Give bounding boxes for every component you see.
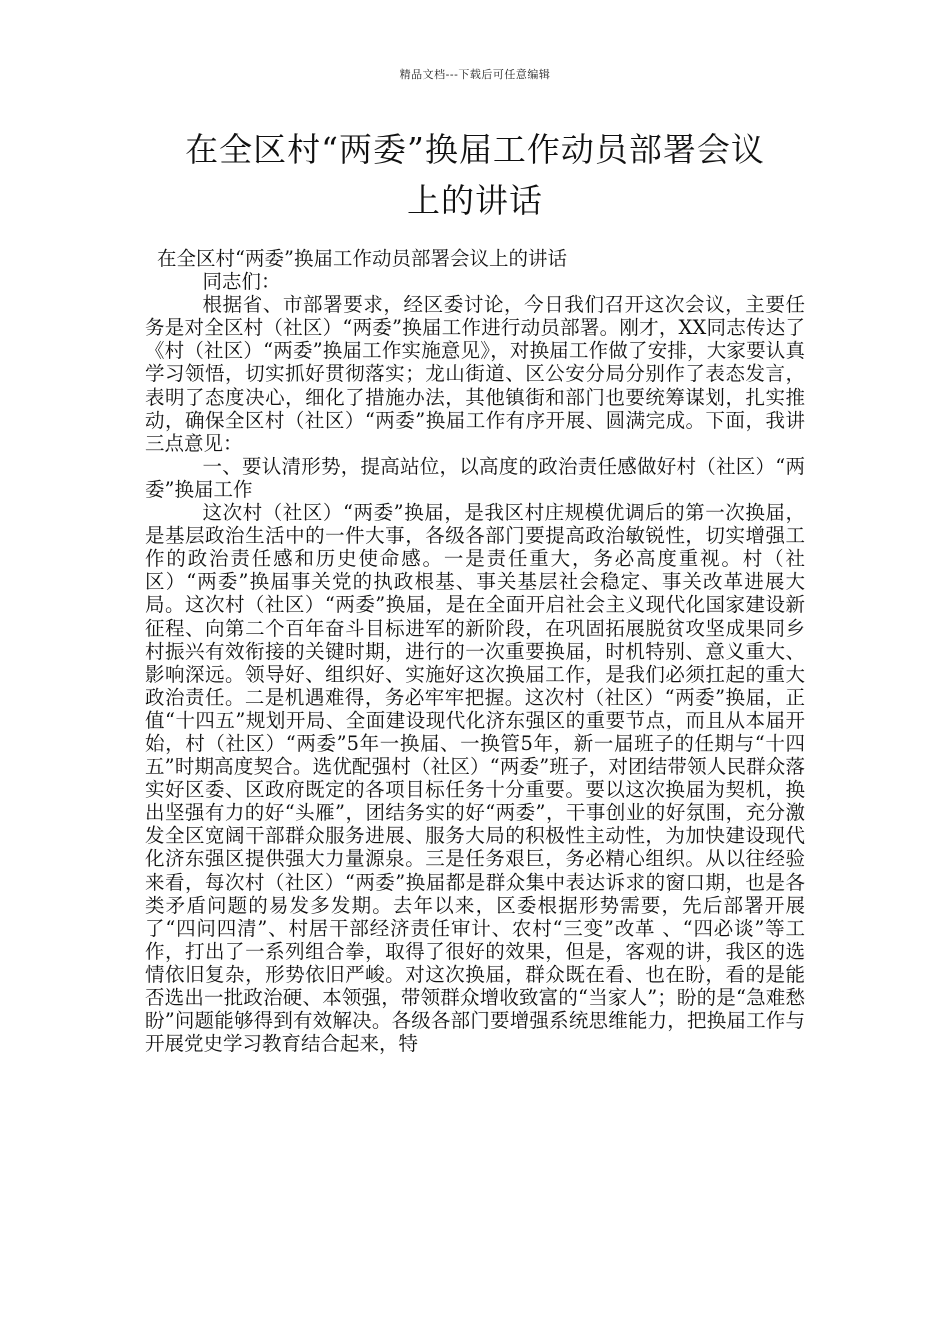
document-subtitle: 在全区村“两委”换届工作动员部署会议上的讲话 <box>157 247 567 270</box>
page-header-note: 精品文档---下载后可任意编辑 <box>399 68 551 81</box>
title-line-1: 在全区村“两委”换届工作动员部署会议 <box>185 130 765 169</box>
document-body <box>145 247 805 1055</box>
paragraph-section-1: 这次村（社区）“两委”换届，是我区村庄规模优调后的第一次换届，是基层政治生活中的一件大事，各级各部门要提高政治敏锐性，切实增强工作的政治责任感和历史使命感。一是责任重大，务必高度重视。村（社区）“两委”换届事关党的执政根基、事关基层社会稳定、事关改革进展大局。这次村（社区）“两委”换届，是在全面开启社会主义现代化国家建设新征程、向第二个百年奋斗目标进军的新阶段，在巩固拓展脱贫攻坚成果同乡村振兴有效衔接的关键时期，进行的一次重要换届，时机特别、意义重大、影响深远。领导好、组织好、实施好这次换届工作，是我们必须扛起的重大政治责任。二是机遇难得，务必牢牢把握。这次村（社区）“两委”换届，正值“十四五”规划开局、全面建设现代化济东强区的重要节点，而且从本届开始，村（社区）“两委”5年一换届、一换管5年，新一届班子的任期与“十四五”时期高度契合。选优配强村（社区）“两委”班子，对团结带领人民群众落实好区委、区政府既定的各项目标任务十分重要。要以这次换届为契机，换出坚强有力的好“头雁”，团结务实的好“两委”，干事创业的好氛围，充分激发全区宽阔干部群众服务进展、服务大局的积极性主动性，为加快建设现代化济东强区提供强大力量源泉。三是任务艰巨，务必精心组织。从以往经验来看，每次村（社区）“两委”换届都是群众集中表达诉求的窗口期，也是各类矛盾问题的易发多发期。去年以来，区委根据形势需要，先后部署开展了“四问四清”、村居干部经济责任审计、农村“三变”改革 、“四必谈”等工作，打出了一系列组合拳，取得了很好的效果，但是，客观的讲，我区的选情依旧复杂，形势依旧严峻。对这次换届，群众既在看、也在盼，看的是能否选出一批政治硬、本领强，带领群众增收致富的“当家人”；盼的是“急难愁盼”问题能够得到有效解决。各级各部门要增强系统思维能力，把换届工作与开展党史学习教育结合起来，特 <box>145 501 805 1056</box>
title-line-2: 上的讲话 <box>407 181 543 220</box>
document-title <box>130 124 820 226</box>
salutation: 同志们： <box>202 270 281 294</box>
paragraph-intro: 根据省、市部署要求，经区委讨论，今日我们召开这次会议，主要任务是对全区村（社区）“两委”换届工作进行动员部署。刚才，XX同志传达了《村（社区）“两委”换届工作实施意见》，对换届工作做了安排，大家要认真学习领悟，切实抓好贯彻落实；龙山街道、区公安分局分别作了表态发言，表明了态度决心，细化了措施办法，其他镇街和部门也要统筹谋划，扎实推动，确保全区村（社区）“两委”换届工作有序开展、圆满完成。下面，我讲三点意见： <box>145 293 805 455</box>
section-heading-1: 一、要认清形势，提高站位，以高度的政治责任感做好村（社区）“两委”换届工作 <box>145 454 805 501</box>
